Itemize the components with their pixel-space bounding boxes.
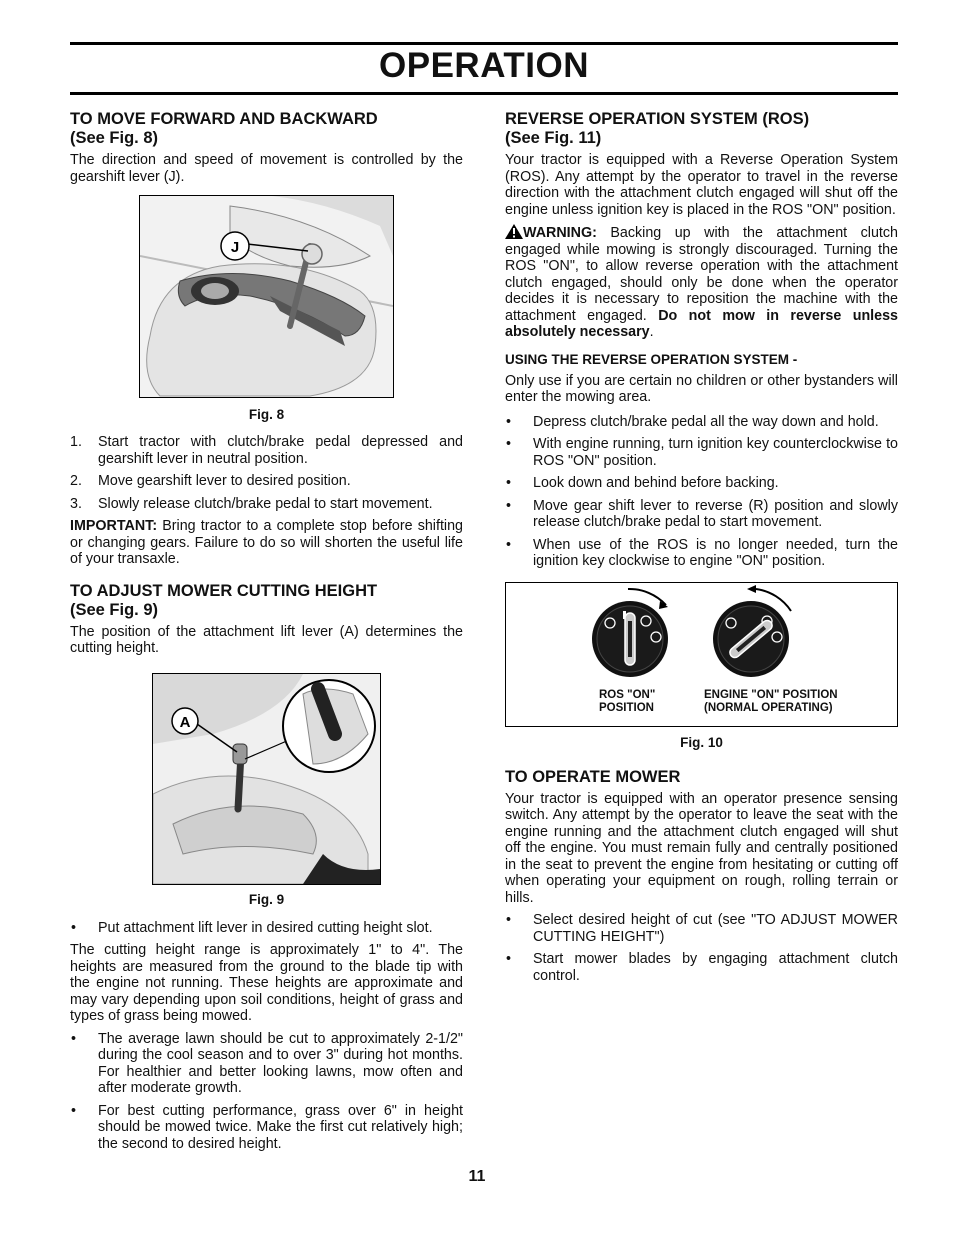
section-heading: [70, 582, 463, 620]
heading-line: (See Fig. 8): [70, 129, 159, 147]
warning-paragraph: [505, 224, 898, 341]
list-item: [505, 951, 898, 984]
paragraph: Your tractor is equipped with an operator presence sensing switch. Any attempt by the operator to leave the seat with the engine running and the attachment clutch engaged will shut off the engine. You must remain fully and centrally positioned in the seat to prevent the engine from hesitating or cutting off when operating your equipment on rough, rolling terrain or hills.: [505, 790, 898, 906]
heading-line: REVERSE OPERATION SYSTEM (ROS): [505, 110, 810, 128]
ignition-knob-ros-icon: [592, 588, 668, 676]
bullet: •: [506, 497, 512, 514]
page-number: 11: [468, 1168, 486, 1185]
bullet: •: [71, 1030, 77, 1047]
list-item: [70, 496, 463, 513]
figure-8: [139, 195, 394, 398]
important-label: IMPORTANT:: [70, 518, 158, 534]
bullet-list: [505, 912, 898, 984]
paragraph: Your tractor is equipped with a Reverse Operation System (ROS). Any attempt by the operator to travel in the reverse direction with the attachment clutch engaged will shut off the engine unless ignition key is placed in the ROS "ON" position.: [505, 152, 898, 218]
list-text: For best cutting performance, grass over 6" in height should be mowed twice. Make the first cut relatively high; the second to desired height.: [98, 1102, 463, 1152]
ignition-switch-diagram: [506, 583, 897, 683]
label-line: ROS "ON": [599, 688, 656, 701]
bullet: •: [506, 536, 512, 553]
list-text: With engine running, turn ignition key counterclockwise to ROS "ON" position.: [533, 436, 898, 469]
warning-end: .: [649, 324, 654, 340]
heading-line: TO MOVE FORWARD AND BACKWARD: [70, 110, 378, 128]
list-text: Slowly release clutch/brake pedal to start movement.: [98, 495, 433, 512]
label-line: ENGINE "ON" POSITION: [704, 688, 838, 701]
ignition-knob-engine-icon: [713, 585, 791, 677]
list-text: Put attachment lift lever in desired cutting height slot.: [98, 919, 433, 936]
bullet-list: [70, 1031, 463, 1153]
bullet: •: [506, 475, 512, 491]
list-text: Start tractor with clutch/brake pedal depressed and gearshift lever in neutral position.: [98, 434, 463, 467]
paragraph: The cutting height range is approximately 1" to 4". The heights are measured from the ground to the blade tip with the engine not running. These heights are approximate and may vary depending upon soil conditions, height of grass and types of grass being mowed.: [70, 942, 463, 1024]
list-item: [70, 473, 463, 490]
bullet: •: [506, 951, 512, 967]
callout-label: A: [179, 713, 191, 731]
list-text: When use of the ROS is no longer needed, turn the ignition key clockwise to engine "ON" position.: [533, 536, 898, 569]
warning-label: WARNING:: [523, 225, 597, 241]
subheading: USING THE REVERSE OPERATION SYSTEM -: [505, 351, 798, 367]
list-item: [505, 436, 898, 469]
heading-line: (See Fig. 9): [70, 600, 159, 619]
warning-text: Backing up with the attachment clutch engaged while mowing is strongly discouraged. Turning the ROS "ON", to allow reverse operation with the attachment clutch engaged, should only be done when the operator decides it is necessary to reposition the machine with the attachment engaged.: [505, 225, 898, 324]
important-note: [70, 518, 463, 568]
bullet: •: [506, 413, 512, 430]
figure-9: [152, 673, 381, 885]
list-item: [505, 537, 898, 570]
callout-label: J: [230, 239, 240, 256]
list-number: 1.: [70, 434, 82, 450]
bullet-list: [70, 920, 463, 937]
list-item: [70, 920, 463, 937]
numbered-list: [70, 434, 463, 512]
list-item: [505, 475, 898, 492]
paragraph: Only use if you are certain no children or other bystanders will enter the mowing area.: [505, 372, 898, 405]
bullet-list: [505, 414, 898, 570]
bullet: •: [71, 919, 77, 936]
section-heading: [505, 110, 898, 148]
list-item: [70, 434, 463, 467]
list-item: [505, 414, 898, 431]
heading-line: (See Fig. 11): [505, 129, 602, 147]
label-line: POSITION: [599, 701, 654, 714]
list-text: Depress clutch/brake pedal all the way down and hold.: [533, 413, 879, 430]
list-text: The average lawn should be cut to approximately 2-1/2" during the cool season and to over 3" during hot months. For healthier and better looking lawns, mow often and after moderate growth.: [98, 1030, 463, 1096]
left-column: [70, 110, 463, 1158]
figure-10: [505, 582, 898, 727]
list-text: Start mower blades by engaging attachment clutch control.: [533, 951, 898, 984]
list-item: [505, 912, 898, 945]
label-line: (NORMAL OPERATING): [704, 701, 833, 714]
bullet: •: [506, 436, 512, 452]
important-text: Bring tractor to a complete stop before shifting or changing gears. Failure to do so will shorten the useful life of your transaxle.: [70, 518, 463, 567]
list-number: 2.: [70, 473, 82, 489]
heading-line: TO ADJUST MOWER CUTTING HEIGHT: [70, 581, 378, 600]
list-text: Move gearshift lever to desired position.: [98, 473, 351, 489]
section-heading: [70, 110, 463, 148]
page-title: OPERATION: [379, 46, 589, 85]
figure-caption: Fig. 9: [248, 891, 285, 907]
list-number: 3.: [70, 495, 82, 512]
bullet: •: [506, 912, 512, 928]
list-item: [505, 498, 898, 531]
list-text: Select desired height of cut (see "TO ADJUST MOWER CUTTING HEIGHT"): [533, 912, 898, 945]
list-text: Move gear shift lever to reverse (R) position and slowly release clutch/brake pedal to start movement.: [533, 497, 898, 530]
figure-caption: Fig. 10: [680, 734, 723, 750]
figure-caption: Fig. 8: [248, 407, 285, 422]
paragraph: The direction and speed of movement is controlled by the gearshift lever (J).: [70, 152, 463, 185]
engine-position-label: [704, 689, 838, 715]
list-item: [70, 1103, 463, 1153]
gearshift-illustration: [140, 196, 393, 397]
list-text: Look down and behind before backing.: [533, 475, 779, 491]
lift-lever-illustration: [153, 674, 380, 884]
right-column: [505, 110, 898, 990]
section-heading: TO OPERATE MOWER: [505, 767, 681, 786]
bullet: •: [71, 1102, 77, 1119]
paragraph: The position of the attachment lift lever (A) determines the cutting height.: [70, 623, 463, 656]
title-underline: [70, 92, 898, 95]
top-rule: [70, 42, 898, 45]
list-item: [70, 1031, 463, 1097]
warning-triangle-icon: [505, 224, 523, 239]
warning-emphasis: Do not mow in reverse unless absolutely necessary: [505, 307, 899, 340]
ros-position-label: [599, 689, 655, 715]
